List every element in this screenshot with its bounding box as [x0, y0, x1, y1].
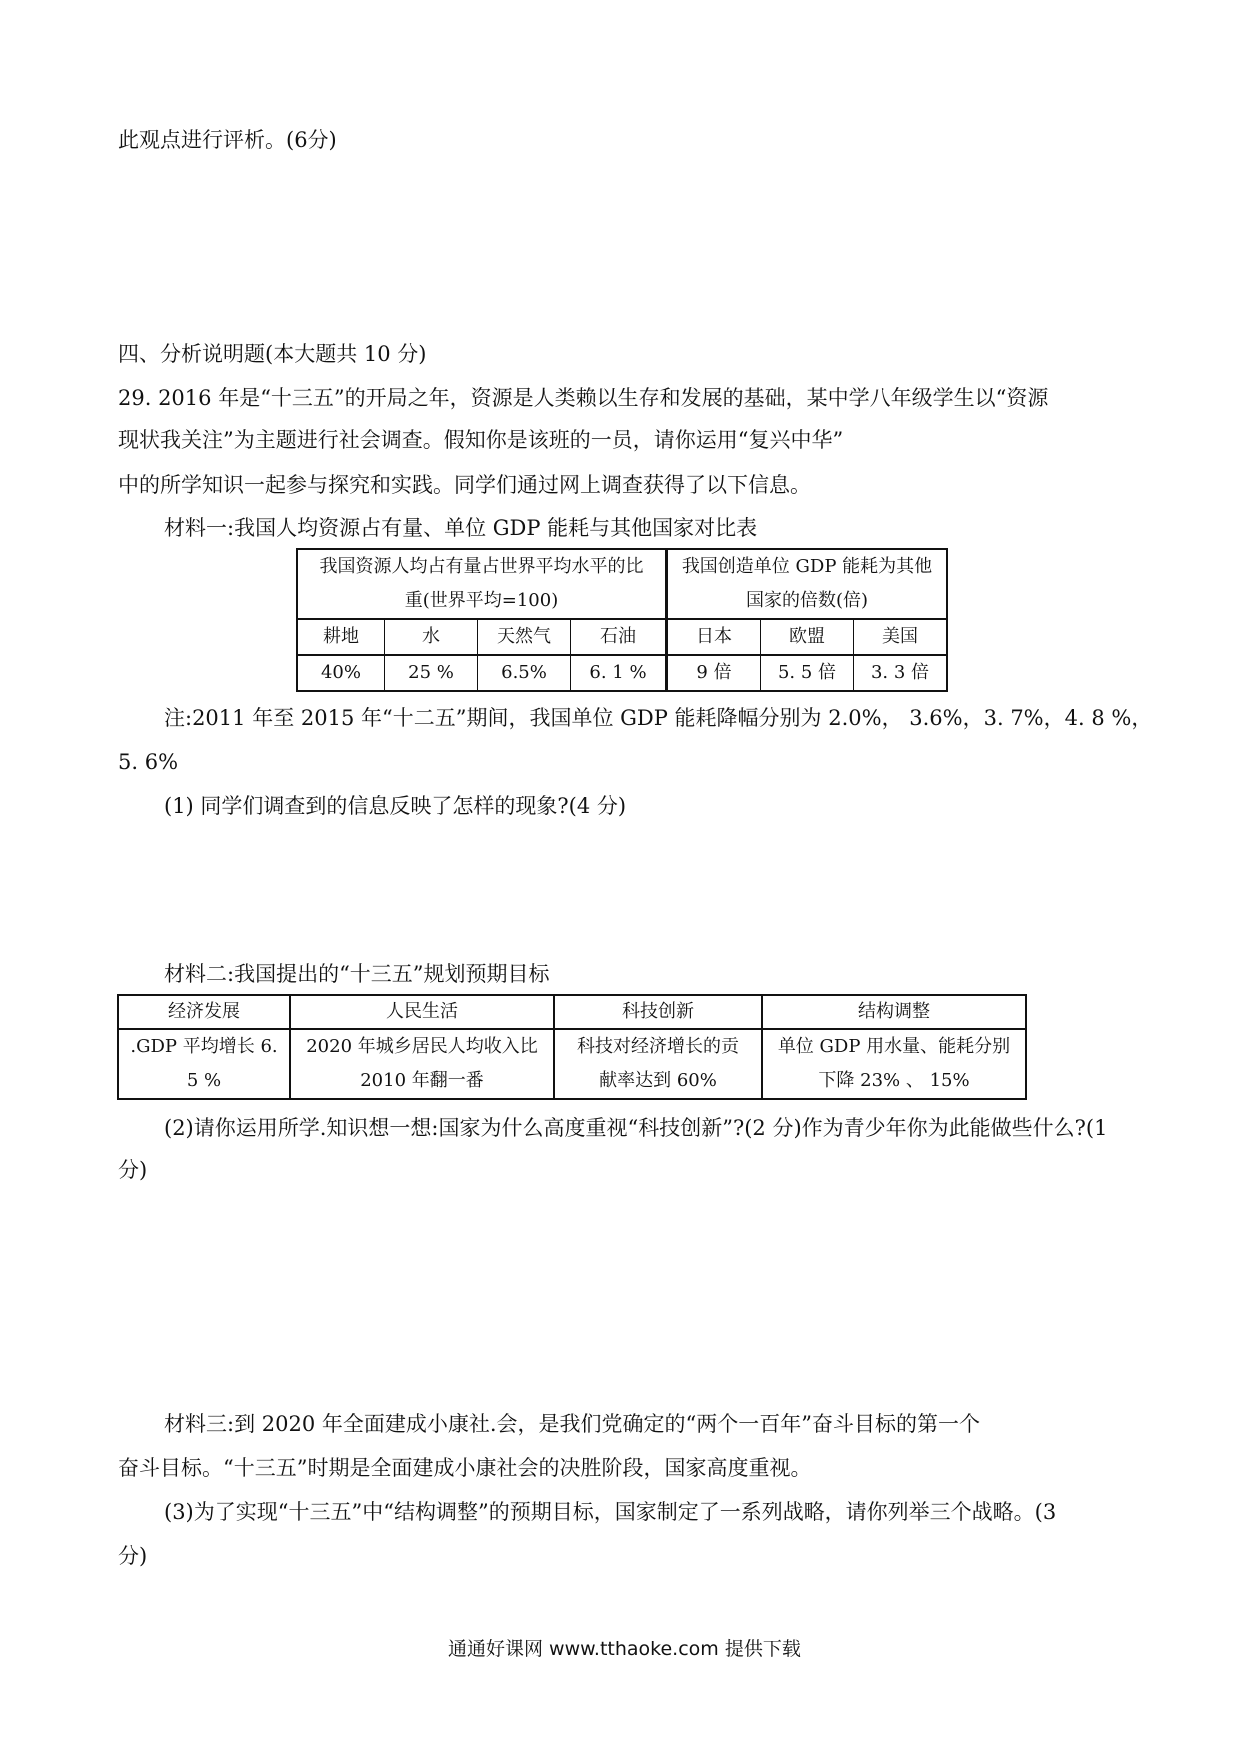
text-line: 5. 6%: [118, 750, 179, 774]
table1-cell: 5. 5 倍: [761, 654, 854, 690]
table2-header: 结构调整: [763, 996, 1025, 1030]
question-2: (2)请你运用所学.知识想一想:国家为什么高度重视“科技创新”?(2 分)作为青少年你为此能做些什么?(1: [164, 1116, 1108, 1140]
table1-col-header: 水: [385, 618, 478, 654]
question-3: (3)为了实现“十三五”中“结构调整”的预期目标，国家制定了一系列战略，请你列举三个战略。(3: [164, 1500, 1057, 1524]
table2-cell: [291, 1030, 555, 1098]
table2-cell-line: .GDP 平均增长 6.: [130, 1036, 278, 1057]
table1-col-header: 欧盟: [761, 618, 854, 654]
section-heading: 四、分析说明题(本大题共 10 分): [118, 342, 427, 366]
question-1: (1) 同学们调查到的信息反映了怎样的现象?(4 分): [164, 794, 627, 818]
resource-comparison-table: [296, 548, 948, 692]
table2-cell-line: 献率达到 60%: [599, 1070, 717, 1091]
text-line: 中的所学知识一起参与探究和实践。同学们通过网上调查获得了以下信息。: [118, 473, 811, 497]
question-29-text: 29. 2016 年是“十三五”的开局之年，资源是人类赖以生存和发展的基础，某中学八年级学生以“资源: [118, 386, 1049, 410]
table1-right-header-line1: 我国创造单位 GDP 能耗为其他: [681, 556, 933, 577]
table2-header: 人民生活: [291, 996, 555, 1030]
table1-cell: 40%: [298, 654, 385, 690]
text-line: 奋斗目标。“十三五”时期是全面建成小康社会的决胜阶段，国家高度重视。: [118, 1456, 812, 1480]
table2-header: 科技创新: [555, 996, 763, 1030]
table2-cell: [763, 1030, 1025, 1098]
table1-col-header: 天然气: [478, 618, 571, 654]
note-text: 注:2011 年至 2015 年“十二五”期间，我国单位 GDP 能耗降幅分别为 2.0%， 3.6%，3. 7%，4. 8 %，: [164, 706, 1153, 730]
table2-cell: [555, 1030, 763, 1098]
text-line: 现状我关注”为主题进行社会调查。假知你是该班的一员，请你运用“复兴中华”: [118, 428, 844, 452]
table2-header: 经济发展: [119, 996, 291, 1030]
table2-cell-line: 5 %: [186, 1070, 222, 1091]
table2-cell-line: 科技对经济增长的贡: [577, 1036, 739, 1057]
material-3-text: 材料三:到 2020 年全面建成小康社.会，是我们党确定的“两个一百年”奋斗目标的第一个: [164, 1412, 981, 1436]
table1-cell: 6.5%: [478, 654, 571, 690]
text-line: 此观点进行评析。(6分): [118, 128, 337, 152]
material-2-title: 材料二:我国提出的“十三五”规划预期目标: [164, 962, 550, 986]
table2-cell: [119, 1030, 291, 1098]
material-1-title: 材料一:我国人均资源占有量、单位 GDP 能耗与其他国家对比表: [164, 516, 758, 540]
table2-cell-line: 2020 年城乡居民人均收入比: [306, 1036, 538, 1057]
table1-cell: 9 倍: [666, 654, 761, 690]
text-line: 分): [118, 1544, 148, 1568]
table2-cell-line: 下降 23% 、 15%: [818, 1070, 970, 1091]
page-footer: 通通好课网 www.tthaoke.com 提供下载: [448, 1638, 801, 1660]
table1-left-header-line1: 我国资源人均占有量占世界平均水平的比: [319, 556, 644, 577]
table1-left-header-line2: 重(世界平均=100): [404, 590, 559, 611]
table2-cell-line: 单位 GDP 用水量、能耗分别: [777, 1036, 1011, 1057]
table1-col-header: 石油: [571, 618, 666, 654]
table1-col-header: 美国: [854, 618, 946, 654]
table2-cell-line: 2010 年翻一番: [360, 1070, 484, 1091]
table1-cell: 3. 3 倍: [854, 654, 946, 690]
table1-cell: 25 %: [385, 654, 478, 690]
table1-right-header-line2: 国家的倍数(倍): [745, 590, 869, 611]
text-line: 分): [118, 1158, 148, 1182]
plan-targets-table: [117, 994, 1027, 1100]
table1-cell: 6. 1 %: [571, 654, 666, 690]
table1-col-header: 日本: [666, 618, 761, 654]
table1-col-header: 耕地: [298, 618, 385, 654]
